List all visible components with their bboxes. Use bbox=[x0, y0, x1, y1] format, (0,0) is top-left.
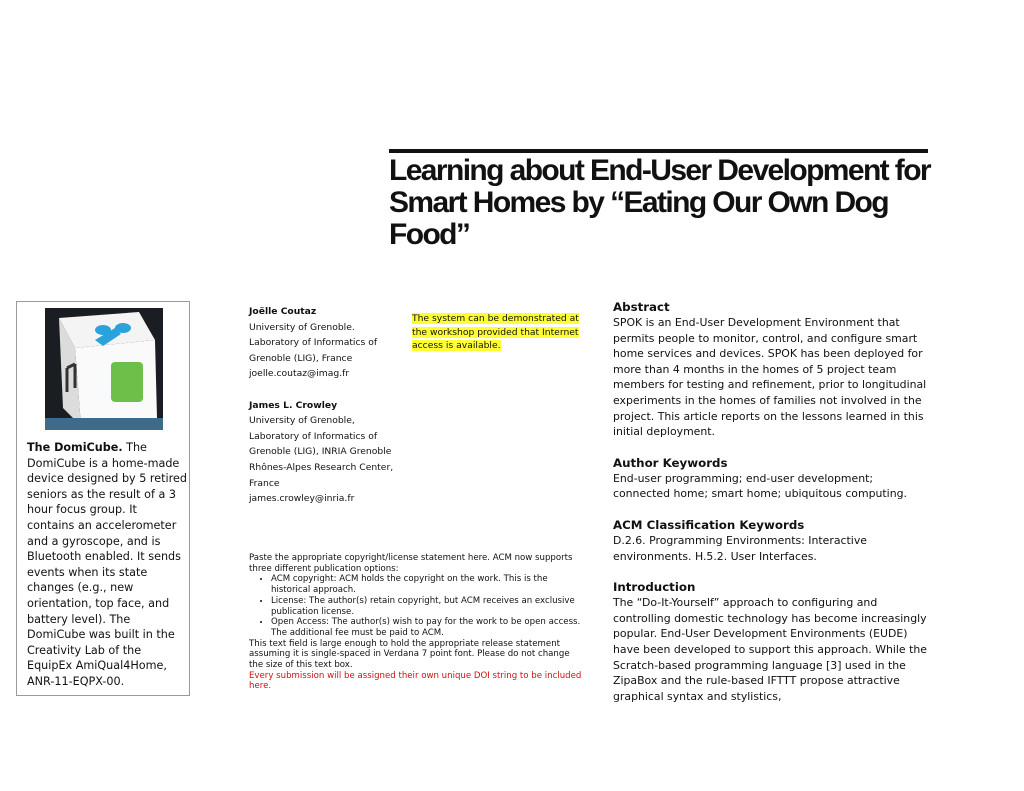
acm-text: D.2.6. Programming Environments: Interactive environments. H.5.2. User Interfaces. bbox=[613, 533, 867, 563]
author-email: james.crowley@inria.fr bbox=[249, 493, 355, 505]
copyright-option: • License: The author(s) retain copyright, but ACM receives an exclusive publication license. bbox=[271, 596, 584, 617]
author-block bbox=[249, 304, 414, 507]
highlighted-note-text: The system can be demonstrated at the workshop provided that Internet access is available. bbox=[412, 313, 579, 351]
abstract-text: SPOK is an End-User Development Environment that permits people to monitor, control, and configure smart home services and devices. SPOK has been deployed for more than 4 months in the homes of 5 project team members for testing and refinement, prior to longitudinal experiments in the homes of families not involved in the project. This article reports on the lessons learned in this initial deployment. bbox=[613, 316, 927, 439]
caption-text: The DomiCube is a home-made device designed by 5 retired seniors as the result of a 3 hour focus group. It contains an accelerometer and a gyroscope, and is Bluetooth enabled. It sends events when its state changes (e.g., new orientation, top face, and battery level). The DomiCube was built in the Creativity Lab of the EquipEx AmiQual4Home, ANR-11-EQPX-00. bbox=[27, 441, 187, 688]
keywords-text: End-user programming; end-user development; connected home; smart home; ubiquitous computing. bbox=[613, 471, 907, 501]
copyright-box bbox=[249, 553, 584, 692]
author-email: joelle.coutaz@imag.fr bbox=[249, 368, 350, 380]
paper-title: Learning about End-User Development for Smart Homes by “Eating Our Own Dog Food” bbox=[389, 154, 930, 251]
acm-heading: ACM Classification Keywords bbox=[613, 517, 805, 532]
author-name: James L. Crowley bbox=[249, 399, 338, 411]
copyright-option: • Open Access: The author(s) wish to pay for the work to be open access. The additional fee must be paid to ACM. bbox=[271, 617, 584, 638]
doi-notice: Every submission will be assigned their own unique DOI string to be included here. bbox=[249, 670, 582, 692]
demo-note bbox=[412, 312, 582, 353]
author-affiliation-line: Laboratory of Informatics of bbox=[249, 430, 378, 442]
copyright-option: • ACM copyright: ACM holds the copyright on the work. This is the historical approach. bbox=[271, 574, 584, 595]
copyright-intro: Paste the appropriate copyright/license statement here. ACM now supports three different publication options: bbox=[249, 553, 573, 574]
main-column bbox=[613, 299, 933, 719]
author-affiliation-line: Grenoble (LIG), INRIA Grenoble bbox=[249, 446, 392, 458]
copyright-options bbox=[249, 574, 584, 638]
author-affiliation-line: Rhônes-Alpes Research Center, bbox=[249, 461, 394, 473]
author-affiliation-line: Laboratory of Informatics of bbox=[249, 337, 378, 349]
domicube-photo bbox=[45, 308, 163, 430]
author-affiliation-line: University of Grenoble, bbox=[249, 415, 355, 427]
copyright-body: This text field is large enough to hold the appropriate release statement assuming it is single-spaced in Verdana 7 point font. Please do not change the size of this text box. bbox=[249, 638, 570, 671]
figure-caption bbox=[27, 440, 187, 690]
introduction-heading: Introduction bbox=[613, 580, 696, 595]
abstract-heading: Abstract bbox=[613, 300, 670, 314]
introduction-text: The “Do-It-Yourself” approach to configuring and controlling domestic technology has become increasingly popular. End-User Development Environments (EUDE) have been developed to support this approach. While the Scratch-based programming language [3] used in the ZipaBox and the rule-based IFTTT propose attractive graphical syntax and stylistics, bbox=[613, 596, 927, 703]
keywords-heading: Author Keywords bbox=[613, 455, 728, 470]
author-affiliation-line: Grenoble (LIG), France bbox=[249, 352, 353, 364]
author-affiliation-line: University of Grenoble. bbox=[249, 321, 355, 333]
caption-title: The DomiCube. bbox=[27, 441, 123, 454]
author-name: Joëlle Coutaz bbox=[249, 306, 317, 317]
sidebar-box bbox=[16, 301, 190, 696]
title-rule bbox=[389, 149, 928, 153]
author-affiliation-line: France bbox=[249, 477, 280, 489]
